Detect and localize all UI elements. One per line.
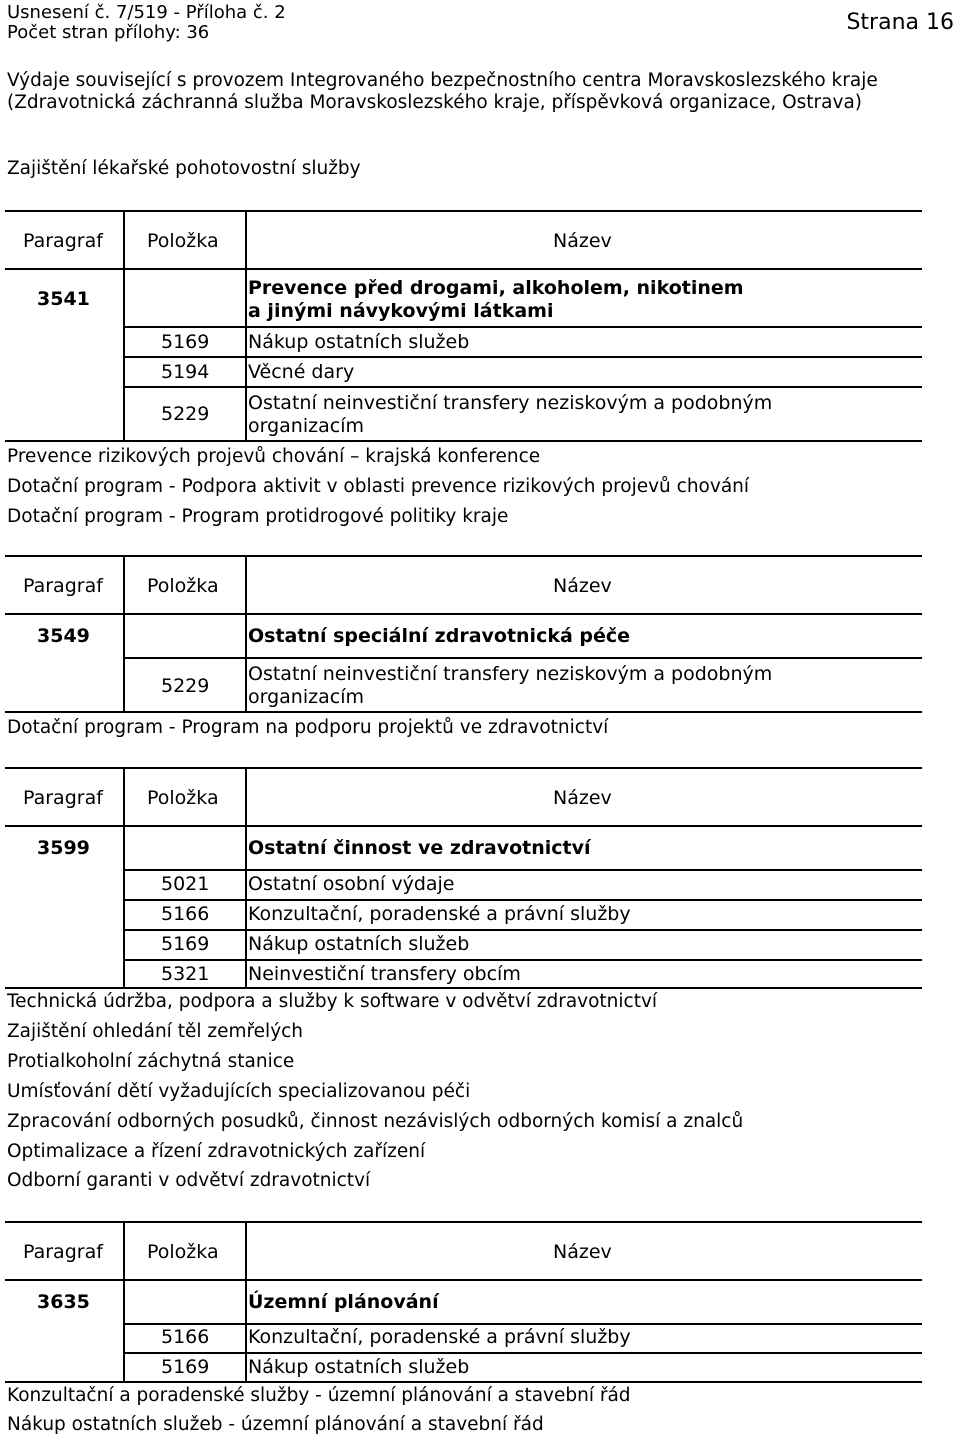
polozka-code: 5166 <box>161 1326 210 1348</box>
paragraf-title: Ostatní činnost ve zdravotnictví <box>248 837 591 859</box>
column-header-paragraf: Paragraf <box>23 787 103 809</box>
polozka-name: Nákup ostatních služeb <box>248 1356 470 1378</box>
column-header-polozka: Položka <box>147 1241 219 1263</box>
paragraf-title: Územní plánování <box>248 1291 439 1313</box>
note-line: Odborní garanti v odvětví zdravotnictví <box>7 1170 371 1191</box>
note-line: Konzultační a poradenské služby - územní plánování a stavební řád <box>7 1385 631 1406</box>
column-header-paragraf: Paragraf <box>23 230 103 252</box>
polozka-name-line2: organizacím <box>248 686 364 708</box>
note-line: Zpracování odborných posudků, činnost nezávislých odborných komisí a znalců <box>7 1111 744 1132</box>
intro-text: Výdaje související s provozem Integrovaného bezpečnostního centra Moravskoslezského kraje (Zdravotnická záchranná služba Moravskoslezského kraje, příspěvková organizace, Ostrava) <box>7 70 878 113</box>
paragraf-title-line1: Prevence před drogami, alkoholem, nikotinem <box>248 277 744 299</box>
column-header-polozka: Položka <box>147 230 219 252</box>
note-line: Dotační program - Program na podporu projektů ve zdravotnictví <box>7 717 609 738</box>
page-number: Strana 16 <box>846 10 954 35</box>
polozka-name: Konzultační, poradenské a právní služby <box>248 1326 631 1348</box>
polozka-code: 5166 <box>161 903 210 925</box>
note-line: Dotační program - Program protidrogové politiky kraje <box>7 506 509 527</box>
budget-table-3541 <box>5 210 922 445</box>
note-line: Prevence rizikových projevů chování – krajská konference <box>7 446 541 467</box>
polozka-name-line2: organizacím <box>248 415 364 437</box>
page-count-label: Počet stran přílohy: 36 <box>7 22 210 43</box>
polozka-code: 5321 <box>161 963 210 985</box>
note-line: Optimalizace a řízení zdravotnických zařízení <box>7 1141 426 1162</box>
column-header-nazev: Název <box>553 230 612 252</box>
polozka-name: Konzultační, poradenské a právní služby <box>248 903 631 925</box>
polozka-code: 5021 <box>161 873 210 895</box>
paragraf-code: 3549 <box>37 625 90 647</box>
polozka-code: 5169 <box>161 933 210 955</box>
column-header-nazev: Název <box>553 575 612 597</box>
polozka-name: Věcné dary <box>248 361 355 383</box>
section-subtitle: Zajištění lékařské pohotovostní služby <box>7 158 361 179</box>
paragraf-code: 3541 <box>37 288 90 310</box>
resolution-label: Usnesení č. 7/519 - Příloha č. 2 <box>7 2 286 23</box>
note-line: Zajištění ohledání těl zemřelých <box>7 1021 304 1042</box>
budget-table-3599 <box>5 767 922 992</box>
polozka-code: 5229 <box>161 403 210 425</box>
budget-table-3549 <box>5 555 922 717</box>
polozka-name-line1: Ostatní neinvestiční transfery neziskovým a podobným <box>248 392 773 414</box>
polozka-code: 5169 <box>161 1356 210 1378</box>
paragraf-code: 3599 <box>37 837 90 859</box>
column-header-polozka: Položka <box>147 787 219 809</box>
polozka-name-line1: Ostatní neinvestiční transfery neziskovým a podobným <box>248 663 773 685</box>
note-line: Nákup ostatních služeb - územní plánování a stavební řád <box>7 1414 544 1435</box>
column-header-nazev: Název <box>553 787 612 809</box>
polozka-name: Nákup ostatních služeb <box>248 331 470 353</box>
column-header-paragraf: Paragraf <box>23 1241 103 1263</box>
note-line: Technická údržba, podpora a služby k software v odvětví zdravotnictví <box>7 991 658 1012</box>
note-line: Protialkoholní záchytná stanice <box>7 1051 295 1072</box>
polozka-name: Nákup ostatních služeb <box>248 933 470 955</box>
polozka-code: 5194 <box>161 361 210 383</box>
column-header-paragraf: Paragraf <box>23 575 103 597</box>
paragraf-title: Ostatní speciální zdravotnická péče <box>248 625 631 647</box>
polozka-name: Neinvestiční transfery obcím <box>248 963 521 985</box>
column-header-polozka: Položka <box>147 575 219 597</box>
note-line: Umísťování dětí vyžadujících specializovanou péči <box>7 1081 471 1102</box>
note-line: Dotační program - Podpora aktivit v oblasti prevence rizikových projevů chování <box>7 476 750 497</box>
paragraf-code: 3635 <box>37 1291 90 1313</box>
paragraf-title-line2: a jinými návykovými látkami <box>248 300 554 322</box>
budget-table-3635 <box>5 1221 922 1386</box>
polozka-code: 5229 <box>161 675 210 697</box>
polozka-code: 5169 <box>161 331 210 353</box>
polozka-name: Ostatní osobní výdaje <box>248 873 455 895</box>
column-header-nazev: Název <box>553 1241 612 1263</box>
